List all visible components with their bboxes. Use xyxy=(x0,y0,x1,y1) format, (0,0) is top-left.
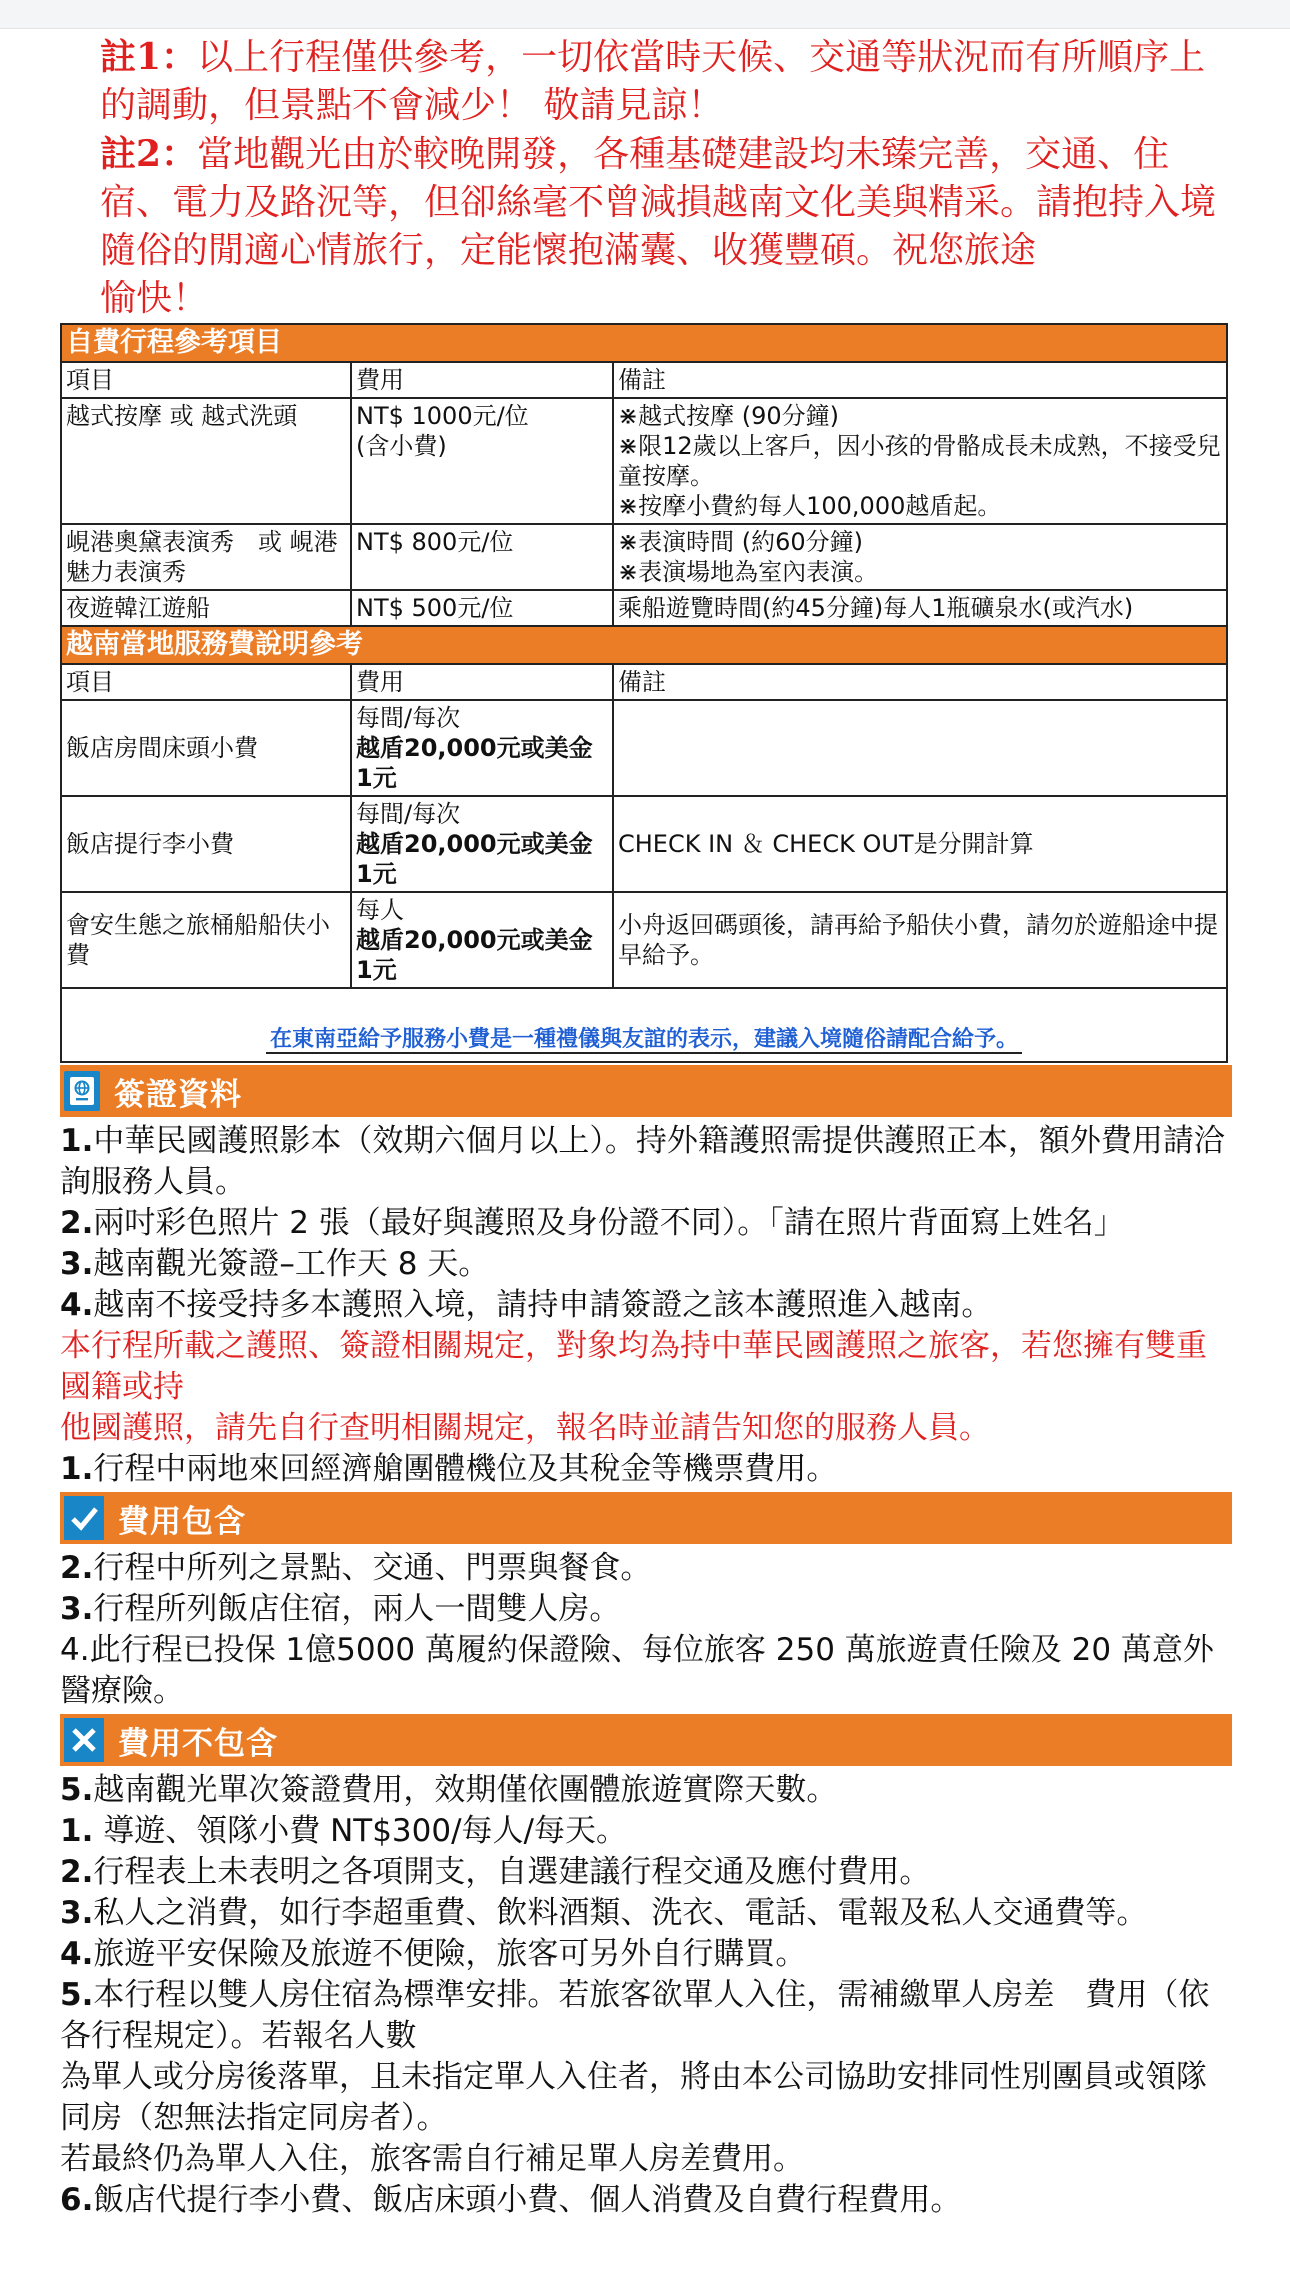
list-item xyxy=(60,1975,1230,2057)
tips-title: 越南當地服務費說明參考 xyxy=(61,626,1227,664)
note-2-label: 註2： xyxy=(100,133,198,175)
tip-fee-amount: 越盾20,000元或美金1元 xyxy=(356,926,593,984)
header-notes: 備註 xyxy=(613,664,1227,700)
tour-fee xyxy=(351,398,613,524)
table-row xyxy=(61,590,1227,626)
list-text: 越南觀光單次簽證費用，效期僅依團體旅遊實際天數。 xyxy=(93,1772,838,1808)
tips-footer-text: 在東南亞給予服務小費是一種禮儀與友誼的表示，建議入境隨俗請配合給予。 xyxy=(266,1027,1022,1054)
tour-fee: NT$ 800元/位 xyxy=(351,524,613,590)
tour-fee-amount: NT$ 1000元/位 xyxy=(356,402,529,430)
list-item xyxy=(60,1121,1230,1203)
table-header-row xyxy=(61,362,1227,398)
list-item xyxy=(60,1449,1230,1490)
list-number: 2. xyxy=(60,1854,94,1890)
list-item-continued: 為單人或分房後落單，且未指定單人入住者，將由本公司協助安排同性別團員或領隊同房（恕無法指定同房者）。 xyxy=(60,2059,1207,2136)
tip-item: 會安生態之旅桶船船伕小費 xyxy=(61,892,351,988)
list-number: 5. xyxy=(60,1977,94,2013)
tip-item: 飯店房間床頭小費 xyxy=(61,700,351,796)
header-item: 項目 xyxy=(61,664,351,700)
table-header-row xyxy=(61,664,1227,700)
table-row xyxy=(61,524,1227,590)
excluded-section-header xyxy=(60,1714,1232,1766)
list-text: 中華民國護照影本（效期六個月以上）。持外籍護照需提供護照正本，額外費用請洽詢服務人員。 xyxy=(60,1123,1225,1200)
tip-fee-unit: 每間/每次 xyxy=(356,704,461,732)
optional-tours-table xyxy=(60,323,1228,1063)
visa-body xyxy=(60,1121,1230,1490)
list-number: 2. xyxy=(60,1205,94,1241)
note-2 xyxy=(60,130,1230,275)
browser-top-bar xyxy=(0,0,1290,29)
tour-note-line: ⋇按摩小費約每人100,000越盾起。 xyxy=(618,492,1002,520)
checkmark-icon xyxy=(64,1496,104,1540)
list-number: 3. xyxy=(60,1895,94,1931)
list-text: 行程所列飯店住宿，兩人一間雙人房。 xyxy=(93,1591,621,1627)
list-item xyxy=(60,1548,1230,1589)
note-2-text: 當地觀光由於較晚開發，各種基礎建設均未臻完善，交通、住宿、電力及路況等，但卻絲毫不曾減損越南文化美與精采。請抱持入境隨俗的閒適心情旅行，定能懷抱滿囊、收獲豐碩。祝您旅途 xyxy=(100,134,1217,271)
tip-fee-amount: 越盾20,000元或美金1元 xyxy=(356,734,593,792)
list-item xyxy=(60,1203,1230,1244)
list-item xyxy=(60,1893,1230,1934)
tour-item: 峴港奧黛表演秀 或 峴港魅力表演秀 xyxy=(61,524,351,590)
passport-icon xyxy=(64,1071,100,1111)
list-item xyxy=(60,1244,1230,1285)
tip-fee-unit: 每人 xyxy=(356,896,404,924)
visa-title: 簽證資料 xyxy=(114,1076,242,1113)
list-number: 2. xyxy=(60,1550,94,1586)
visa-warning-1: 本行程所載之護照、簽證相關規定，對象均為持中華民國護照之旅客，若您擁有雙重國籍或持 xyxy=(60,1328,1207,1405)
header-notes: 備註 xyxy=(613,362,1227,398)
list-text: 本行程以雙人房住宿為標準安排。若旅客欲單人入住，需補繳單人房差 費用（依各行程規定）。若報名人數 xyxy=(60,1977,1210,2054)
tour-fee-extra: (含小費) xyxy=(356,432,447,460)
tour-note-line: ⋇越式按摩 (90分鐘) xyxy=(618,402,840,430)
tip-fee xyxy=(351,892,613,988)
tip-item: 飯店提行李小費 xyxy=(61,796,351,892)
visa-section-header xyxy=(60,1065,1232,1117)
list-text: 導遊、領隊小費 NT$300/每人/每天。 xyxy=(93,1813,627,1849)
note-2-end: 愉快！ xyxy=(100,278,209,319)
visa-warning-2: 他國護照，請先自行查明相關規定，報名時並請告知您的服務人員。 xyxy=(60,1410,990,1446)
list-item xyxy=(60,1589,1230,1630)
tour-notes: 乘船遊覽時間(約45分鐘)每人1瓶礦泉水(或汽水) xyxy=(613,590,1227,626)
list-item xyxy=(60,2180,1230,2221)
included-body xyxy=(60,1548,1230,1712)
tour-note-line: ⋇表演場地為室內表演。 xyxy=(618,558,879,586)
tip-fee-unit: 每間/每次 xyxy=(356,800,461,828)
table-row xyxy=(61,700,1227,796)
cross-icon xyxy=(64,1718,104,1762)
note-1-label: 註1： xyxy=(100,36,198,78)
header-fee: 費用 xyxy=(351,664,613,700)
tips-footer xyxy=(61,988,1227,1062)
list-number: 1. xyxy=(60,1451,94,1487)
tour-note-line: ⋇限12歲以上客戶，因小孩的骨骼成長未成熟，不接受兒童按摩。 xyxy=(618,432,1221,490)
table-row xyxy=(61,796,1227,892)
list-item xyxy=(60,1285,1230,1326)
optional-tours-title: 自費行程參考項目 xyxy=(61,324,1227,362)
note-1-text: 以上行程僅供參考，一切依當時天候、交通等狀況而有所順序上的調動，但景點不會減少！ 敬請見諒！ xyxy=(100,37,1206,126)
excluded-body xyxy=(60,1770,1230,2221)
list-item-continued: 若最終仍為單人入住，旅客需自行補足單人房差費用。 xyxy=(60,2141,804,2177)
list-number: 1. xyxy=(60,1123,94,1159)
list-number: 3. xyxy=(60,1246,94,1282)
list-item xyxy=(60,1770,1230,1811)
tour-notes xyxy=(613,398,1227,524)
included-section-header xyxy=(60,1492,1232,1544)
list-number: 1. xyxy=(60,1813,94,1849)
table-row xyxy=(61,892,1227,988)
tour-item: 越式按摩 或 越式洗頭 xyxy=(61,398,351,524)
tip-note: CHECK IN ＆ CHECK OUT是分開計算 xyxy=(613,796,1227,892)
list-number: 5. xyxy=(60,1772,94,1808)
tip-fee-amount: 越盾20,000元或美金1元 xyxy=(356,830,593,888)
tip-note: 小舟返回碼頭後，請再給予船伕小費，請勿於遊船途中提早給予。 xyxy=(613,892,1227,988)
tour-fee: NT$ 500元/位 xyxy=(351,590,613,626)
list-item xyxy=(60,1934,1230,1975)
list-number: 4. xyxy=(60,1936,94,1972)
list-text: 私人之消費，如行李超重費、飲料酒類、洗衣、電話、電報及私人交通費等。 xyxy=(93,1895,1148,1931)
list-number: 3. xyxy=(60,1591,94,1627)
list-item xyxy=(60,1852,1230,1893)
list-item xyxy=(60,1811,1230,1852)
page-content xyxy=(0,33,1230,2221)
list-text: 行程中兩地來回經濟艙團體機位及其稅金等機票費用。 xyxy=(93,1451,838,1487)
list-text: 行程表上未表明之各項開支，自選建議行程交通及應付費用。 xyxy=(93,1854,931,1890)
header-item: 項目 xyxy=(61,362,351,398)
table-row xyxy=(61,398,1227,524)
list-item: 4.此行程已投保 1億5000 萬履約保證險、每位旅客 250 萬旅遊責任險及 20 萬意外醫療險。 xyxy=(60,1632,1214,1709)
tour-notes xyxy=(613,524,1227,590)
list-text: 旅遊平安保險及旅遊不便險，旅客可另外自行購買。 xyxy=(93,1936,807,1972)
list-text: 飯店代提行李小費、飯店床頭小費、個人消費及自費行程費用。 xyxy=(93,2182,962,2218)
tour-note-line: ⋇表演時間 (約60分鐘) xyxy=(618,528,864,556)
tour-item: 夜遊韓江遊船 xyxy=(61,590,351,626)
notes-section xyxy=(60,33,1230,323)
included-title: 費用包含 xyxy=(118,1503,246,1540)
list-text: 兩吋彩色照片 2 張（最好與護照及身份證不同）。「請在照片背面寫上姓名」 xyxy=(93,1205,1125,1241)
list-number: 4. xyxy=(60,1287,94,1323)
list-text: 越南不接受持多本護照入境，請持申請簽證之該本護照進入越南。 xyxy=(93,1287,993,1323)
tip-fee xyxy=(351,796,613,892)
header-fee: 費用 xyxy=(351,362,613,398)
tip-note xyxy=(613,700,1227,796)
list-number: 6. xyxy=(60,2182,94,2218)
note-1 xyxy=(60,33,1230,130)
list-text: 行程中所列之景點、交通、門票與餐食。 xyxy=(93,1550,652,1586)
tip-fee xyxy=(351,700,613,796)
list-text: 越南觀光簽證–工作天 8 天。 xyxy=(93,1246,490,1282)
tips-footer-row xyxy=(61,988,1227,1062)
excluded-title: 費用不包含 xyxy=(118,1725,278,1762)
